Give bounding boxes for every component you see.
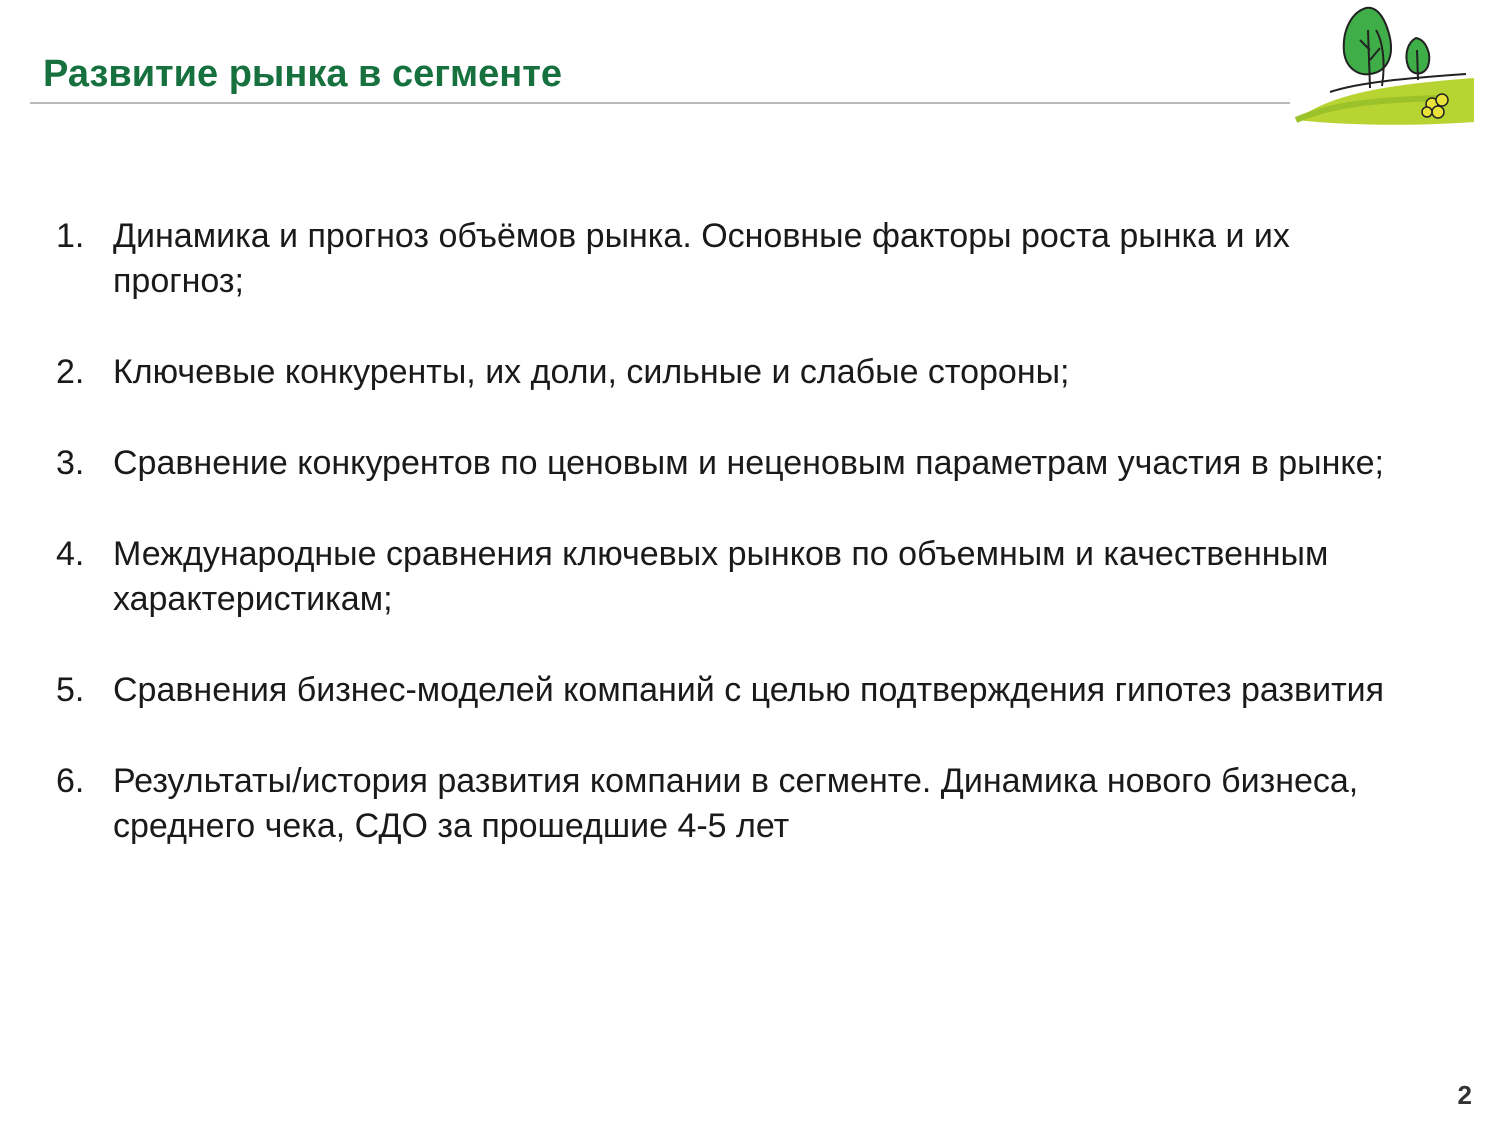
item-text: Результаты/история развития компании в сегменте. Динамика нового бизнеса, среднего чека, СДО за прошедшие 4-5 лет	[113, 762, 1359, 845]
item-text: Сравнение конкурентов по ценовым и неценовым параметрам участия в рынке;	[113, 444, 1384, 482]
item-number: 6.	[56, 762, 85, 800]
item-number: 4.	[56, 535, 85, 573]
list-item	[0, 532, 1500, 622]
item-text: Сравнения бизнес-моделей компаний с целью подтверждения гипотез развития	[113, 671, 1385, 709]
list-item	[0, 441, 1500, 486]
title-divider	[30, 102, 1290, 104]
item-number: 3.	[56, 444, 85, 482]
item-number: 5.	[56, 671, 85, 709]
list-item	[0, 214, 1500, 304]
item-text: Международные сравнения ключевых рынков по объемным и качественным характеристикам;	[113, 535, 1329, 618]
page-number: 2	[1457, 1080, 1472, 1110]
list-item	[0, 759, 1500, 849]
list-item	[0, 668, 1500, 713]
item-number: 1.	[56, 217, 85, 255]
item-number: 2.	[56, 353, 85, 391]
list-item	[0, 350, 1500, 395]
trees-on-hill-icon	[1290, 0, 1476, 130]
slide-title: Развитие рынка в сегменте	[43, 53, 562, 95]
item-text: Ключевые конкуренты, их доли, сильные и слабые стороны;	[113, 353, 1070, 391]
item-text: Динамика и прогноз объёмов рынка. Основные факторы роста рынка и их прогноз;	[113, 217, 1290, 300]
agenda-list	[0, 214, 1500, 895]
